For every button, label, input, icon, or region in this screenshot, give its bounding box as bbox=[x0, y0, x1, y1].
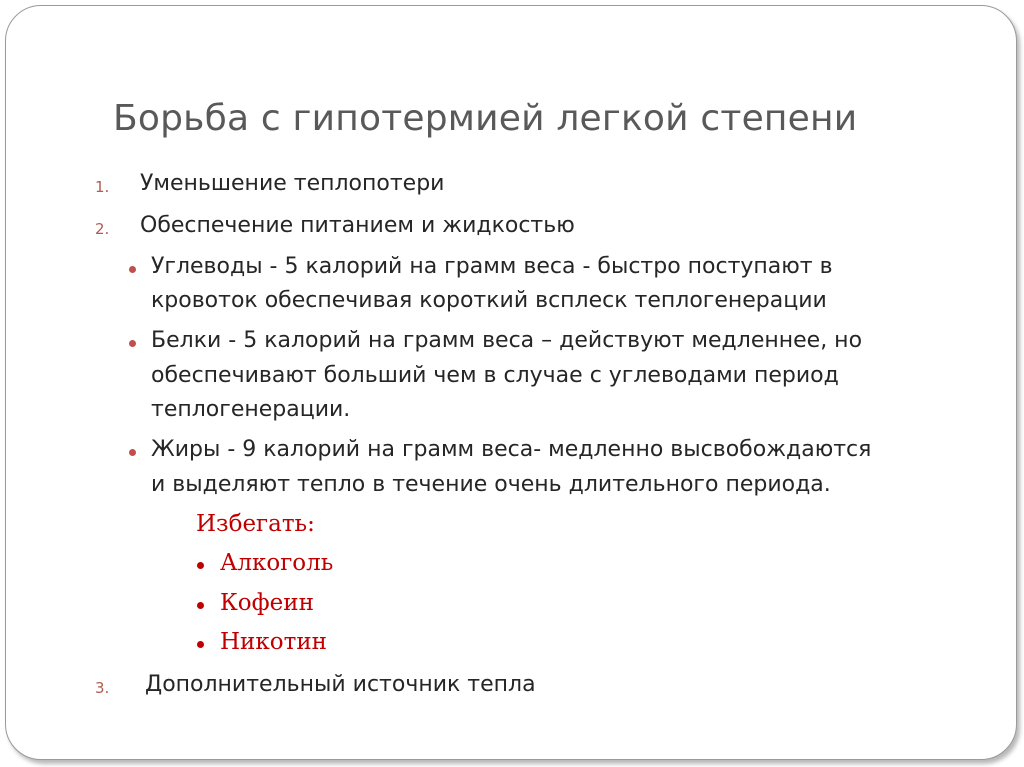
item-number-1: 1. bbox=[95, 178, 110, 196]
avoid-item-alcohol: Алкоголь bbox=[220, 550, 334, 576]
carbs-line-1: Углеводы - 5 калорий на грамм веса - быстро поступают в bbox=[151, 254, 833, 279]
carbs-line-2: кровоток обеспечивая короткий всплеск теплогенерации bbox=[151, 288, 827, 313]
bullet-icon bbox=[129, 266, 136, 273]
slide-title: Борьба с гипотермией легкой степени bbox=[113, 98, 858, 139]
item-text-1: Уменьшение теплопотери bbox=[140, 171, 445, 196]
bullet-icon bbox=[197, 562, 204, 569]
proteins-line-3: теплогенерации. bbox=[151, 397, 351, 422]
fats-line-2: и выделяют тепло в течение очень длительного периода. bbox=[151, 472, 831, 497]
proteins-line-1: Белки - 5 калорий на грамм веса – действуют медленнее, но bbox=[151, 328, 863, 353]
item-text-3: Дополнительный источник тепла bbox=[145, 672, 536, 697]
bullet-icon bbox=[129, 449, 136, 456]
avoid-item-nicotine: Никотин bbox=[220, 629, 327, 655]
item-number-3: 3. bbox=[95, 679, 110, 697]
proteins-line-2: обеспечивают больший чем в случае с углеводами период bbox=[151, 363, 839, 388]
item-text-2: Обеспечение питанием и жидкостью bbox=[140, 213, 575, 238]
item-number-2: 2. bbox=[95, 220, 110, 238]
avoid-heading: Избегать: bbox=[196, 511, 315, 537]
bullet-icon bbox=[197, 602, 204, 609]
fats-line-1: Жиры - 9 калорий на грамм веса- медленно высвобождаются bbox=[151, 437, 872, 462]
avoid-item-caffeine: Кофеин bbox=[220, 590, 314, 616]
bullet-icon bbox=[197, 641, 204, 648]
bullet-icon bbox=[129, 340, 136, 347]
